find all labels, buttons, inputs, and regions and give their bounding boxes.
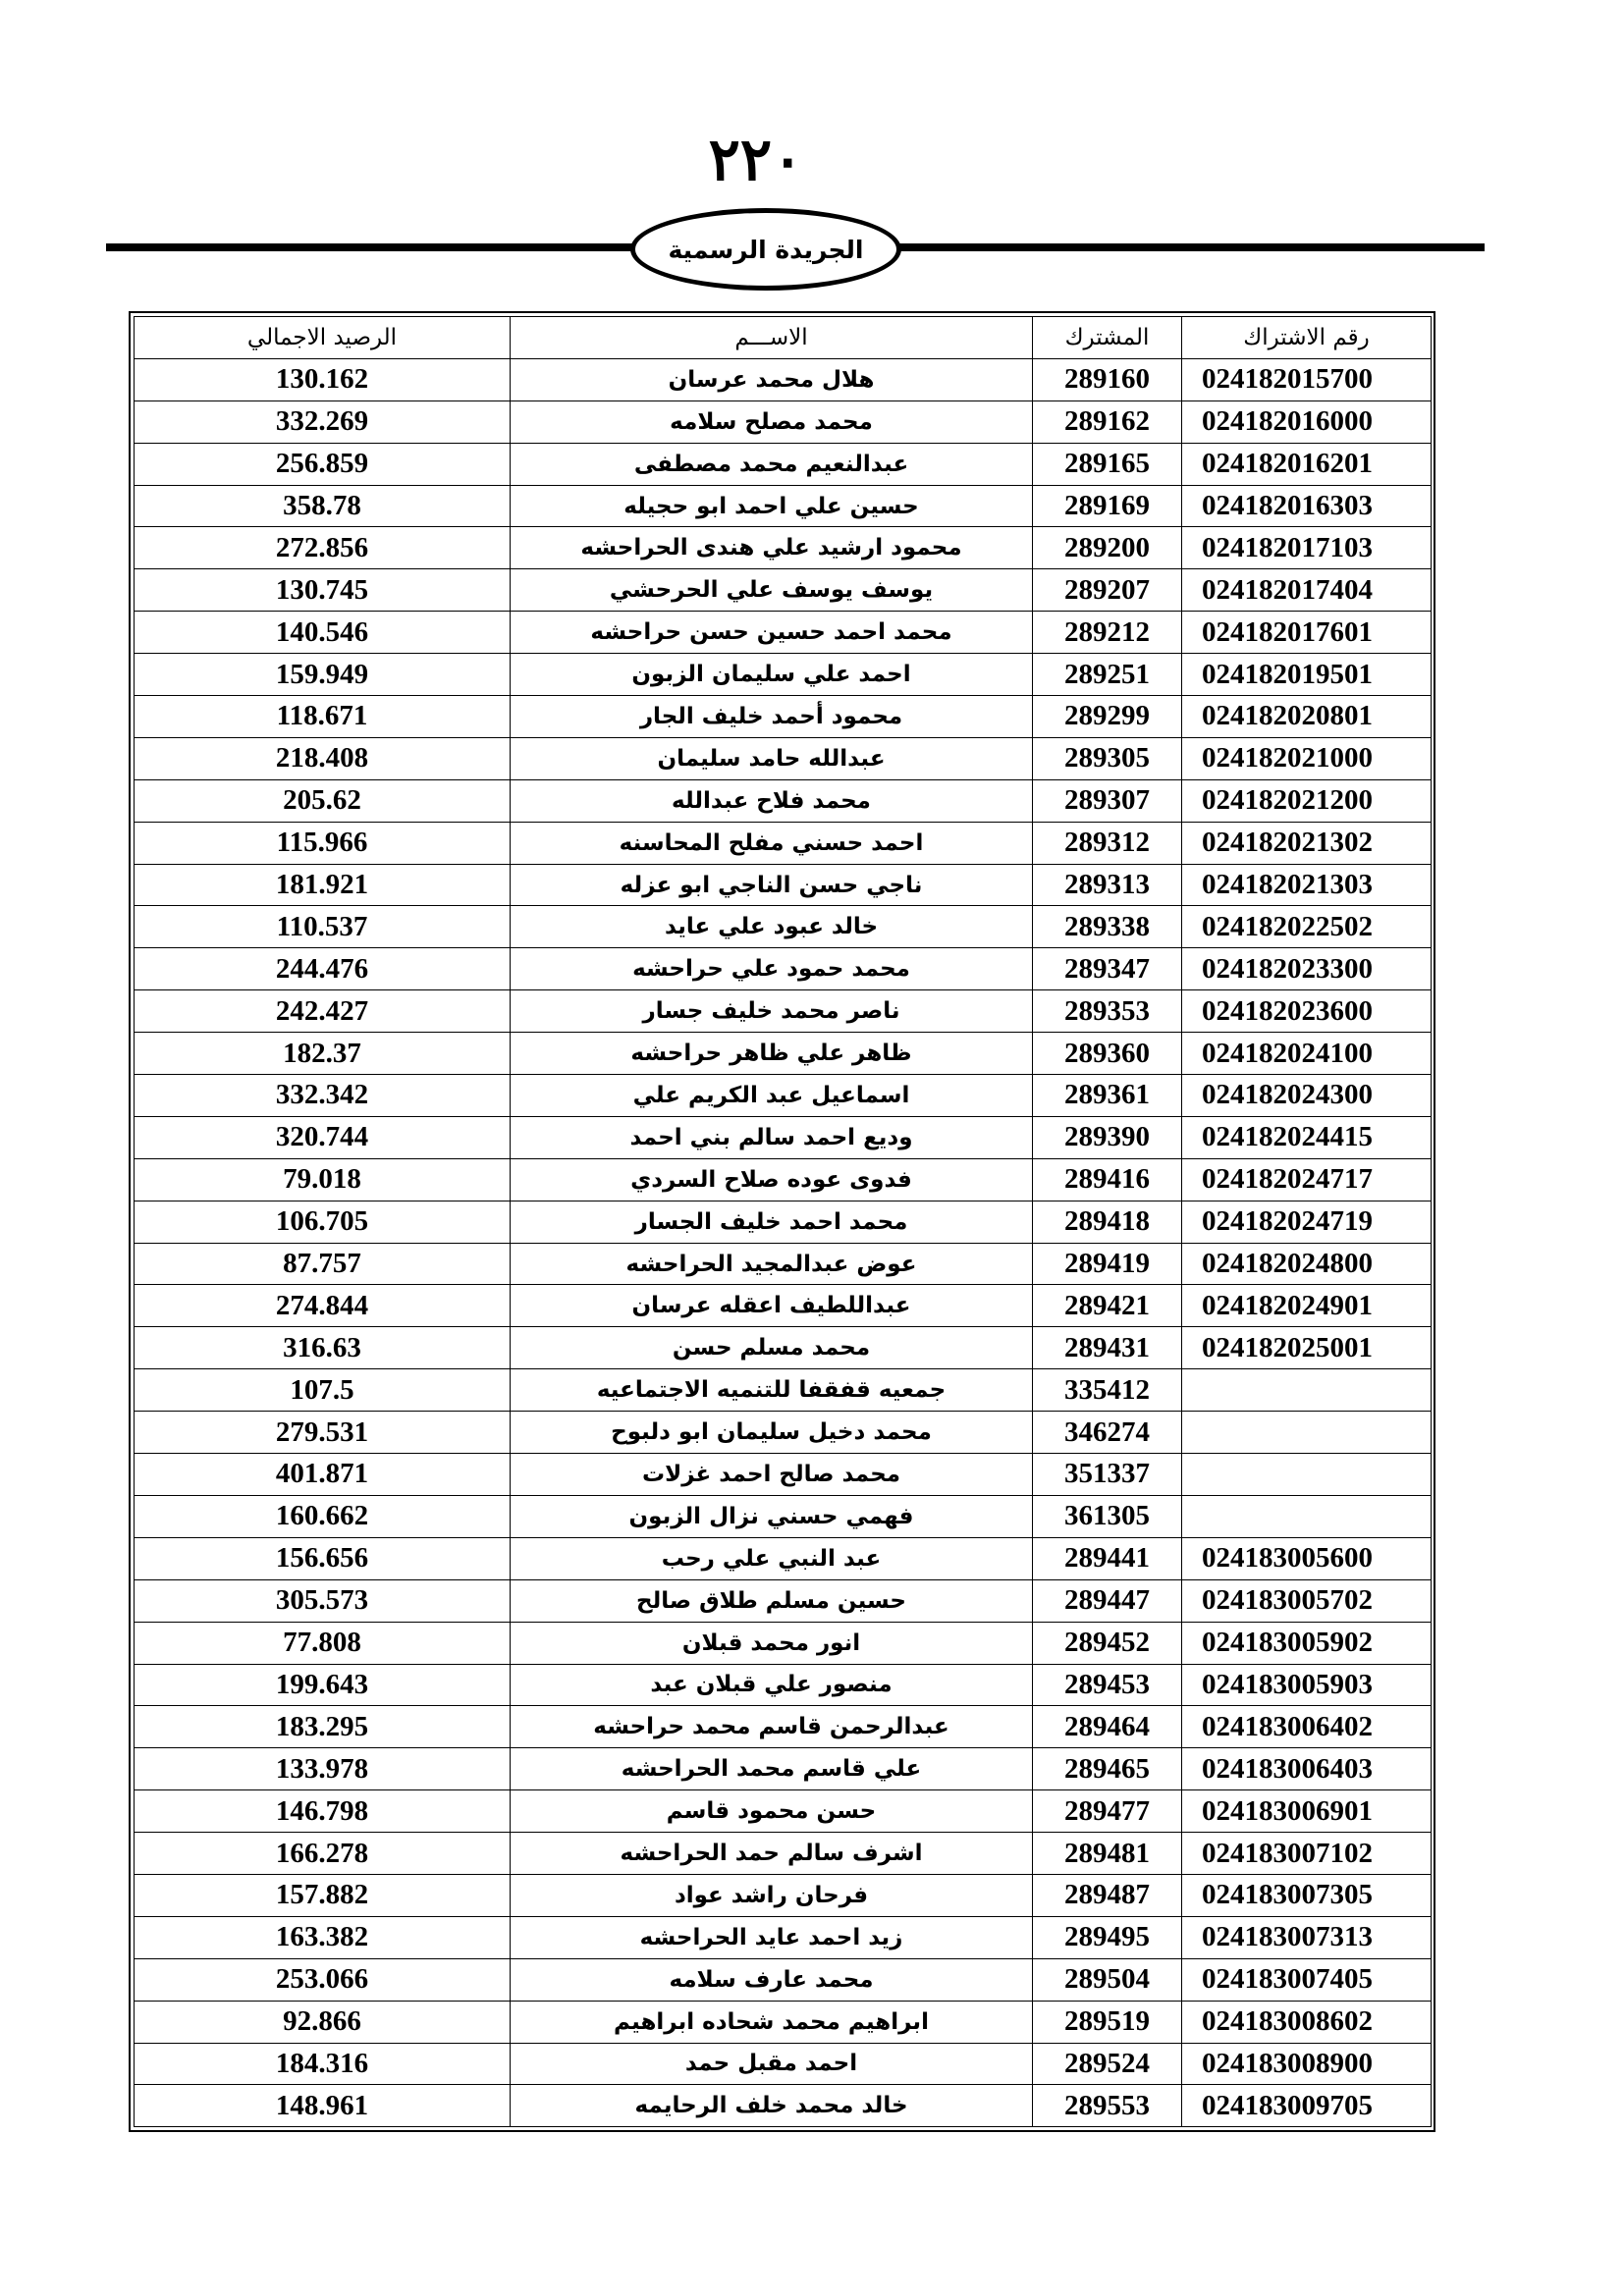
- balance-cell: 148.961: [135, 2085, 511, 2127]
- name-cell: علي قاسم محمد الحراحشه: [511, 1748, 1033, 1790]
- subscription-number-cell: 024182024300: [1182, 1075, 1432, 1117]
- balance-cell: 159.949: [135, 654, 511, 696]
- subscriber-number-cell: 289251: [1033, 654, 1182, 696]
- subscriber-number-cell: 335412: [1033, 1369, 1182, 1412]
- name-cell: احمد مقبل حمد: [511, 2043, 1033, 2085]
- name-cell: انور محمد قبلان: [511, 1622, 1033, 1664]
- name-cell: فهمي حسني نزال الزبون: [511, 1495, 1033, 1537]
- table-row: [135, 358, 1432, 400]
- subscription-number-cell: 024182015700: [1182, 358, 1432, 400]
- name-cell: عبد النبي علي رحب: [511, 1537, 1033, 1579]
- table-row: [135, 2001, 1432, 2043]
- balance-cell: 87.757: [135, 1243, 511, 1285]
- table-row: [135, 1243, 1432, 1285]
- table-row: [135, 1579, 1432, 1622]
- subscription-number-cell: 024182016201: [1182, 443, 1432, 485]
- name-cell: جمعيه قفقفا للتنميه الاجتماعيه: [511, 1369, 1033, 1412]
- subscription-number-cell: 024182024719: [1182, 1201, 1432, 1243]
- name-cell: ظاهر علي ظاهر حراحشه: [511, 1033, 1033, 1075]
- subscription-number-cell: 024182021302: [1182, 822, 1432, 864]
- table-row: [135, 864, 1432, 906]
- subscriber-number-cell: 289313: [1033, 864, 1182, 906]
- subscriber-number-cell: 289418: [1033, 1201, 1182, 1243]
- balance-cell: 140.546: [135, 612, 511, 654]
- name-cell: منصور علي قبلان عبد: [511, 1664, 1033, 1706]
- balance-cell: 305.573: [135, 1579, 511, 1622]
- table-row: [135, 1285, 1432, 1327]
- subscription-number-cell: 024183008602: [1182, 2001, 1432, 2043]
- balance-cell: 242.427: [135, 990, 511, 1033]
- page-number: ٢٢٠: [708, 126, 804, 194]
- subscription-number-cell: 024182017404: [1182, 569, 1432, 612]
- name-cell: محمد احمد حسين حسن حراحشه: [511, 612, 1033, 654]
- table-row: [135, 443, 1432, 485]
- subscriber-number-cell: 289390: [1033, 1116, 1182, 1158]
- subscriber-number-cell: 289353: [1033, 990, 1182, 1033]
- table-row: [135, 948, 1432, 990]
- table-row: [135, 1158, 1432, 1201]
- subscription-number-cell: 024182023600: [1182, 990, 1432, 1033]
- balance-cell: 146.798: [135, 1790, 511, 1833]
- table-row: [135, 1369, 1432, 1412]
- subscription-number-cell: 024182021000: [1182, 737, 1432, 779]
- subscriber-number-cell: 361305: [1033, 1495, 1182, 1537]
- subscription-number-cell: 024183009705: [1182, 2085, 1432, 2127]
- subscriber-number-cell: 289524: [1033, 2043, 1182, 2085]
- subscription-number-cell: 024182024415: [1182, 1116, 1432, 1158]
- table-row: [135, 1916, 1432, 1958]
- subscriber-number-cell: 289361: [1033, 1075, 1182, 1117]
- table-row: [135, 2085, 1432, 2127]
- subscriber-number-cell: 289487: [1033, 1874, 1182, 1916]
- column-header-name: الاســـم: [511, 317, 1033, 359]
- name-cell: اسماعيل عبد الكريم علي: [511, 1075, 1033, 1117]
- balance-cell: 166.278: [135, 1833, 511, 1875]
- subscriber-number-cell: 289421: [1033, 1285, 1182, 1327]
- name-cell: زيد احمد عايد الحراحشه: [511, 1916, 1033, 1958]
- subscriber-number-cell: 289312: [1033, 822, 1182, 864]
- name-cell: ناصر محمد خليف جسار: [511, 990, 1033, 1033]
- name-cell: حسين مسلم طلاق صالح: [511, 1579, 1033, 1622]
- balance-cell: 320.744: [135, 1116, 511, 1158]
- table-row: [135, 1622, 1432, 1664]
- balance-cell: 401.871: [135, 1454, 511, 1496]
- table-row: [135, 1033, 1432, 1075]
- table-body: [135, 358, 1432, 2126]
- balance-cell: 160.662: [135, 1495, 511, 1537]
- subscription-number-cell: 024182022502: [1182, 906, 1432, 948]
- subscription-number-cell: 024182021303: [1182, 864, 1432, 906]
- gazette-title: الجريدة الرسمية: [668, 235, 864, 264]
- subscription-number-cell: [1182, 1454, 1432, 1496]
- table-row: [135, 1116, 1432, 1158]
- subscriber-number-cell: 351337: [1033, 1454, 1182, 1496]
- name-cell: خالد محمد خلف الرحايمه: [511, 2085, 1033, 2127]
- balance-cell: 163.382: [135, 1916, 511, 1958]
- subscription-number-cell: 024182017601: [1182, 612, 1432, 654]
- subscription-number-cell: 024183006901: [1182, 1790, 1432, 1833]
- name-cell: احمد علي سليمان الزبون: [511, 654, 1033, 696]
- subscription-number-cell: [1182, 1412, 1432, 1454]
- name-cell: فدوى عوده صلاح السردي: [511, 1158, 1033, 1201]
- balance-cell: 205.62: [135, 779, 511, 822]
- balance-cell: 118.671: [135, 696, 511, 738]
- balance-cell: 130.162: [135, 358, 511, 400]
- subscription-number-cell: 024183007305: [1182, 1874, 1432, 1916]
- balance-cell: 181.921: [135, 864, 511, 906]
- subscriber-number-cell: 289519: [1033, 2001, 1182, 2043]
- table-row: [135, 1874, 1432, 1916]
- balance-cell: 110.537: [135, 906, 511, 948]
- balance-cell: 106.705: [135, 1201, 511, 1243]
- name-cell: محمد عارف سلامه: [511, 1958, 1033, 2001]
- name-cell: عوض عبدالمجيد الحراحشه: [511, 1243, 1033, 1285]
- name-cell: خالد عبود علي عايد: [511, 906, 1033, 948]
- subscriber-number-cell: 289169: [1033, 485, 1182, 527]
- subscriber-number-cell: 289465: [1033, 1748, 1182, 1790]
- table-row: [135, 485, 1432, 527]
- name-cell: محمود ارشيد علي هندى الحراحشه: [511, 527, 1033, 569]
- subscriber-number-cell: 289477: [1033, 1790, 1182, 1833]
- table-row: [135, 990, 1432, 1033]
- balance-cell: 77.808: [135, 1622, 511, 1664]
- subscription-number-cell: 024183007313: [1182, 1916, 1432, 1958]
- subscriber-number-cell: 289464: [1033, 1706, 1182, 1748]
- balance-cell: 133.978: [135, 1748, 511, 1790]
- column-header-subscription-no: رقم الاشتراك: [1182, 317, 1432, 359]
- subscription-number-cell: 024182020801: [1182, 696, 1432, 738]
- subscriber-number-cell: 289160: [1033, 358, 1182, 400]
- table-row: [135, 779, 1432, 822]
- subscription-number-cell: 024183006403: [1182, 1748, 1432, 1790]
- balance-cell: 157.882: [135, 1874, 511, 1916]
- balance-cell: 218.408: [135, 737, 511, 779]
- subscriber-number-cell: 289419: [1033, 1243, 1182, 1285]
- balance-cell: 332.269: [135, 400, 511, 443]
- gazette-title-badge: [630, 208, 901, 291]
- header-rule-right: [895, 243, 1485, 251]
- table-row: [135, 696, 1432, 738]
- subscriber-number-cell: 289495: [1033, 1916, 1182, 1958]
- balance-cell: 332.342: [135, 1075, 511, 1117]
- name-cell: اشرف سالم حمد الحراحشه: [511, 1833, 1033, 1875]
- table-row: [135, 2043, 1432, 2085]
- table-row: [135, 1706, 1432, 1748]
- balance-cell: 199.643: [135, 1664, 511, 1706]
- name-cell: حسن محمود قاسم: [511, 1790, 1033, 1833]
- subscription-number-cell: 024182021200: [1182, 779, 1432, 822]
- balance-cell: 92.866: [135, 2001, 511, 2043]
- subscriber-number-cell: 289481: [1033, 1833, 1182, 1875]
- subscription-number-cell: 024182024717: [1182, 1158, 1432, 1201]
- name-cell: عبدالرحمن قاسم محمد حراحشه: [511, 1706, 1033, 1748]
- balance-cell: 182.37: [135, 1033, 511, 1075]
- table-row: [135, 400, 1432, 443]
- name-cell: محمد مسلم حسن: [511, 1327, 1033, 1369]
- ledger-table-frame: [129, 311, 1435, 2132]
- subscriber-number-cell: 289452: [1033, 1622, 1182, 1664]
- subscription-number-cell: 024182023300: [1182, 948, 1432, 990]
- balance-cell: 115.966: [135, 822, 511, 864]
- subscription-number-cell: [1182, 1369, 1432, 1412]
- subscription-number-cell: 024183005903: [1182, 1664, 1432, 1706]
- table-row: [135, 1075, 1432, 1117]
- subscriber-number-cell: 289212: [1033, 612, 1182, 654]
- table-row: [135, 569, 1432, 612]
- table-row: [135, 822, 1432, 864]
- balance-cell: 79.018: [135, 1158, 511, 1201]
- subscriber-number-cell: 289553: [1033, 2085, 1182, 2127]
- table-row: [135, 1495, 1432, 1537]
- balance-cell: 183.295: [135, 1706, 511, 1748]
- subscription-number-cell: 024183005902: [1182, 1622, 1432, 1664]
- subscription-number-cell: [1182, 1495, 1432, 1537]
- name-cell: محمد مصلح سلامه: [511, 400, 1033, 443]
- subscriber-number-cell: 289347: [1033, 948, 1182, 990]
- name-cell: حسين علي احمد ابو حجيله: [511, 485, 1033, 527]
- subscription-number-cell: 024182025001: [1182, 1327, 1432, 1369]
- subscriber-number-cell: 289338: [1033, 906, 1182, 948]
- balance-cell: 156.656: [135, 1537, 511, 1579]
- balance-cell: 107.5: [135, 1369, 511, 1412]
- subscriber-number-cell: 289441: [1033, 1537, 1182, 1579]
- balance-cell: 279.531: [135, 1412, 511, 1454]
- subscription-number-cell: 024182024800: [1182, 1243, 1432, 1285]
- name-cell: عبدالله حامد سليمان: [511, 737, 1033, 779]
- subscriber-number-cell: 289431: [1033, 1327, 1182, 1369]
- table-row: [135, 737, 1432, 779]
- table-row: [135, 654, 1432, 696]
- balance-cell: 130.745: [135, 569, 511, 612]
- subscription-number-cell: 024182024100: [1182, 1033, 1432, 1075]
- subscription-number-cell: 024183005702: [1182, 1579, 1432, 1622]
- subscriber-number-cell: 289360: [1033, 1033, 1182, 1075]
- name-cell: عبداللطيف اعقله عرسان: [511, 1285, 1033, 1327]
- subscriber-number-cell: 289200: [1033, 527, 1182, 569]
- balance-cell: 316.63: [135, 1327, 511, 1369]
- table-row: [135, 1958, 1432, 2001]
- subscriber-number-cell: 289504: [1033, 1958, 1182, 2001]
- subscriber-number-cell: 289207: [1033, 569, 1182, 612]
- subscription-number-cell: 024183007102: [1182, 1833, 1432, 1875]
- subscriber-number-cell: 346274: [1033, 1412, 1182, 1454]
- name-cell: محمود أحمد خليف الجار: [511, 696, 1033, 738]
- table-row: [135, 1790, 1432, 1833]
- subscription-number-cell: 024183008900: [1182, 2043, 1432, 2085]
- name-cell: احمد حسني مفلح المحاسنه: [511, 822, 1033, 864]
- table-row: [135, 527, 1432, 569]
- subscriber-number-cell: 289453: [1033, 1664, 1182, 1706]
- table-row: [135, 1201, 1432, 1243]
- table-row: [135, 1412, 1432, 1454]
- subscription-number-cell: 024182024901: [1182, 1285, 1432, 1327]
- subscriber-number-cell: 289165: [1033, 443, 1182, 485]
- name-cell: يوسف يوسف علي الحرحشي: [511, 569, 1033, 612]
- balance-cell: 272.856: [135, 527, 511, 569]
- table-row: [135, 1833, 1432, 1875]
- name-cell: محمد صالح احمد غزلات: [511, 1454, 1033, 1496]
- subscriber-number-cell: 289447: [1033, 1579, 1182, 1622]
- subscription-number-cell: 024182017103: [1182, 527, 1432, 569]
- subscription-number-cell: 024183006402: [1182, 1706, 1432, 1748]
- table-row: [135, 906, 1432, 948]
- subscriber-number-cell: 289299: [1033, 696, 1182, 738]
- balance-cell: 184.316: [135, 2043, 511, 2085]
- subscription-number-cell: 024182016303: [1182, 485, 1432, 527]
- balance-cell: 256.859: [135, 443, 511, 485]
- name-cell: محمد حمود علي حراحشه: [511, 948, 1033, 990]
- balance-cell: 358.78: [135, 485, 511, 527]
- subscriber-number-cell: 289162: [1033, 400, 1182, 443]
- balance-cell: 274.844: [135, 1285, 511, 1327]
- subscription-number-cell: 024183005600: [1182, 1537, 1432, 1579]
- balance-cell: 253.066: [135, 1958, 511, 2001]
- subscriber-number-cell: 289416: [1033, 1158, 1182, 1201]
- subscriber-number-cell: 289307: [1033, 779, 1182, 822]
- subscription-number-cell: 024182019501: [1182, 654, 1432, 696]
- name-cell: ابراهيم محمد شحاده ابراهيم: [511, 2001, 1033, 2043]
- name-cell: محمد دخيل سليمان ابو دلبوح: [511, 1412, 1033, 1454]
- name-cell: هلال محمد عرسان: [511, 358, 1033, 400]
- name-cell: وديع احمد سالم بني احمد: [511, 1116, 1033, 1158]
- name-cell: عبدالنعيم محمد مصطفى: [511, 443, 1033, 485]
- table-row: [135, 1454, 1432, 1496]
- table-row: [135, 612, 1432, 654]
- name-cell: محمد فلاح عبدالله: [511, 779, 1033, 822]
- column-header-balance: الرصيد الاجمالي: [135, 317, 511, 359]
- subscription-number-cell: 024183007405: [1182, 1958, 1432, 2001]
- name-cell: محمد احمد خليف الجسار: [511, 1201, 1033, 1243]
- subscriber-number-cell: 289305: [1033, 737, 1182, 779]
- header-rule-left: [106, 243, 636, 251]
- table-header-row: [135, 317, 1432, 359]
- table-row: [135, 1327, 1432, 1369]
- subscription-number-cell: 024182016000: [1182, 400, 1432, 443]
- table-row: [135, 1664, 1432, 1706]
- balance-cell: 244.476: [135, 948, 511, 990]
- table-row: [135, 1748, 1432, 1790]
- subscriber-balance-table: [134, 316, 1432, 2127]
- name-cell: فرحان راشد عواد: [511, 1874, 1033, 1916]
- table-row: [135, 1537, 1432, 1579]
- column-header-subscriber: المشترك: [1033, 317, 1182, 359]
- name-cell: ناجي حسن الناجي ابو عزله: [511, 864, 1033, 906]
